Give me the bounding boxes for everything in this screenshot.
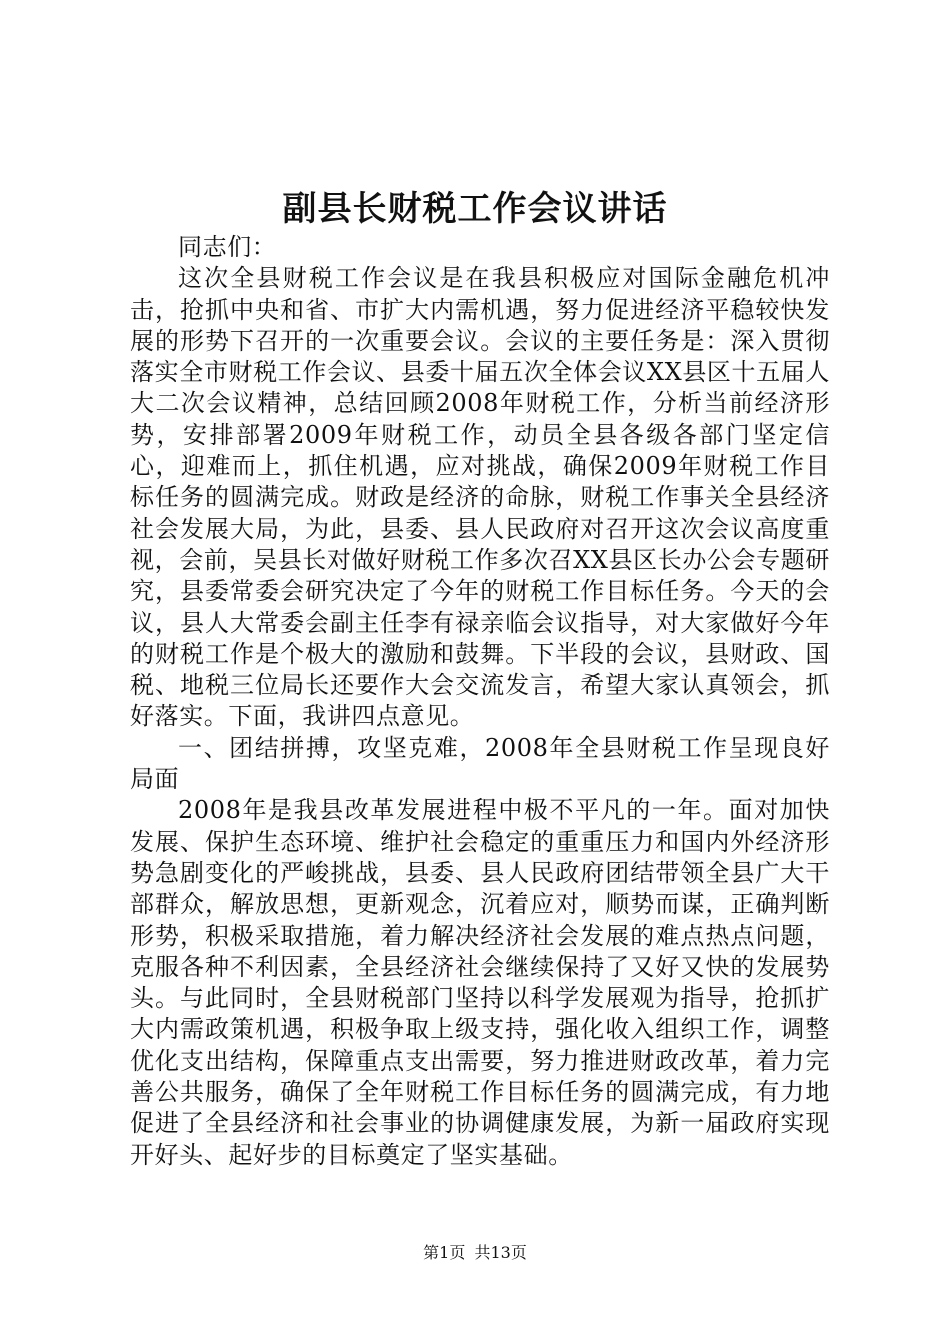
- document-body: [130, 232, 830, 1171]
- salutation: 同志们：: [178, 233, 277, 261]
- section-heading-1: 一、团结拼搏，攻坚克难，2008年全县财税工作呈现良好局面: [130, 733, 830, 794]
- document-title: 副县长财税工作会议讲话: [282, 189, 668, 229]
- paragraph-2008-review: 2008年是我县改革发展进程中极不平凡的一年。面对加快发展、保护生态环境、维护社会稳定的重重压力和国内外经济形势急剧变化的严峻挑战，县委、县人民政府团结带领全县广大干部群众，解放思想，更新观念，沉着应对，顺势而谋，正确判断形势，积极采取措施，着力解决经济社会发展的难点热点问题，克服各种不利因素，全县经济社会继续保持了又好又快的发展势头。与此同时，全县财税部门坚持以科学发展观为指导，抢抓扩大内需政策机遇，积极争取上级支持，强化收入组织工作，调整优化支出结构，保障重点支出需要，努力推进财政改革，着力完善公共服务，确保了全年财税工作目标任务的圆满完成，有力地促进了全县经济和社会事业的协调健康发展，为新一届政府实现开好头、起好步的目标奠定了坚实基础。: [130, 796, 830, 1169]
- page-footer: [0, 1242, 950, 1264]
- page-number: 第1页: [423, 1243, 466, 1262]
- page-total: 共13页: [474, 1243, 527, 1262]
- paragraph-intro: 这次全县财税工作会议是在我县积极应对国际金融危机冲击，抢抓中央和省、市扩大内需机遇，努力促进经济平稳较快发展的形势下召开的一次重要会议。会议的主要任务是：深入贯彻落实全市财税工作会议、县委十届五次全体会议XX县区十五届人大二次会议精神，总结回顾2008年财税工作，分析当前经济形势，安排部署2009年财税工作，动员全县各级各部门坚定信心，迎难而上，抓住机遇，应对挑战，确保2009年财税工作目标任务的圆满完成。财政是经济的命脉，财税工作事关全县经济社会发展大局，为此，县委、县人民政府对召开这次会议高度重视，会前，吴县长对做好财税工作多次召XX县区长办公会专题研究，县委常委会研究决定了今年的财税工作目标任务。今天的会议，县人大常委会副主任李有禄亲临会议指导，对大家做好今年的财税工作是个极大的激励和鼓舞。下半段的会议，县财政、国税、地税三位局长还要作大会交流发言，希望大家认真领会，抓好落实。下面，我讲四点意见。: [130, 264, 830, 731]
